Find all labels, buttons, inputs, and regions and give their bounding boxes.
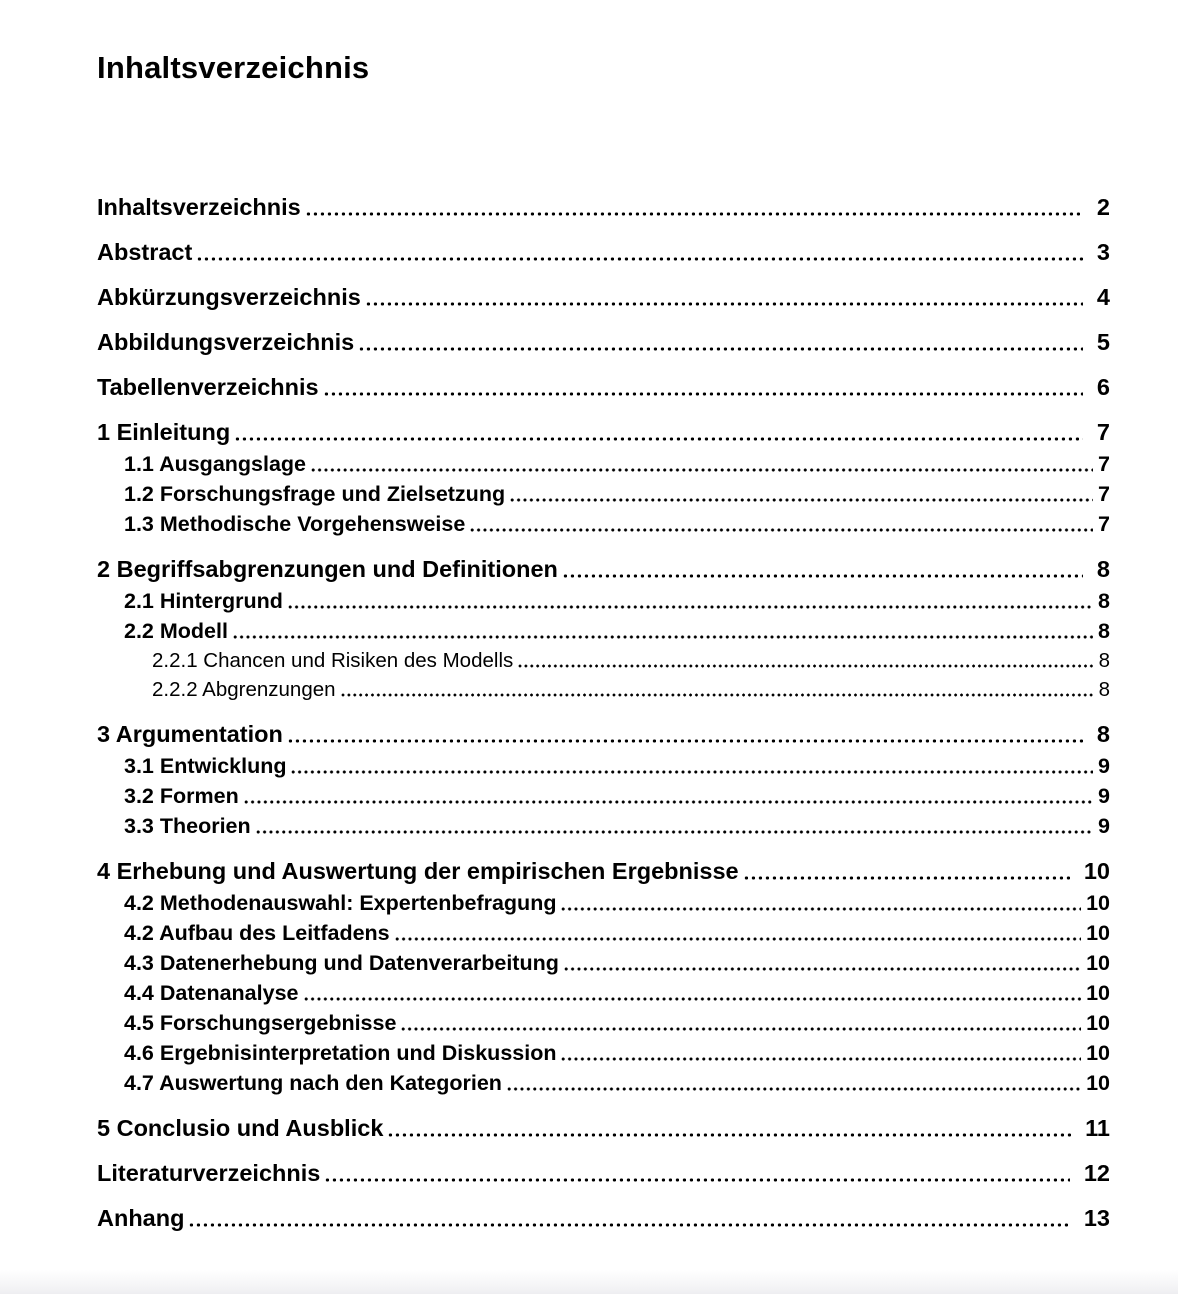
toc-entry-label: 4.6 Ergebnisinterpretation und Diskussion xyxy=(124,1040,557,1065)
toc-entry-label: Abbildungsverzeichnis xyxy=(97,328,355,355)
toc-entry-page: 10 xyxy=(1086,950,1110,975)
toc-entry-page: 5 xyxy=(1096,328,1110,355)
dot-leader xyxy=(285,720,1093,749)
toc-entry[interactable] xyxy=(97,888,1110,918)
toc-entry-label: Inhaltsverzeichnis xyxy=(97,193,301,220)
toc-entry-label: Tabellenverzeichnis xyxy=(97,373,319,400)
dot-leader xyxy=(504,1068,1084,1098)
toc-entry[interactable] xyxy=(97,193,1110,222)
toc-entry-label: 2.1 Hintergrund xyxy=(124,588,283,613)
toc-entry-page: 8 xyxy=(1096,720,1110,747)
toc-entry-label: Abkürzungsverzeichnis xyxy=(97,283,361,310)
toc-entry-label: 2.2 Modell xyxy=(124,618,228,643)
toc-entry[interactable] xyxy=(97,555,1110,584)
toc-entry-page: 10 xyxy=(1086,980,1110,1005)
dot-leader xyxy=(285,586,1096,616)
table-of-contents xyxy=(97,193,1110,1233)
toc-entry[interactable] xyxy=(97,811,1110,841)
toc-entry-label: 1.3 Methodische Vorgehensweise xyxy=(124,511,466,536)
toc-entry[interactable] xyxy=(97,978,1110,1008)
toc-entry[interactable] xyxy=(97,418,1110,447)
toc-entry-page: 6 xyxy=(1096,373,1110,400)
dot-leader xyxy=(507,479,1096,509)
toc-entry-page: 7 xyxy=(1096,418,1110,445)
toc-entry-page: 9 xyxy=(1098,783,1110,808)
toc-entry-page: 10 xyxy=(1083,857,1110,884)
dot-leader xyxy=(558,888,1084,918)
toc-entry-page: 10 xyxy=(1086,920,1110,945)
dot-leader xyxy=(303,193,1093,222)
toc-entry-label: 1.1 Ausgangslage xyxy=(124,451,307,476)
page-bottom-edge xyxy=(0,1270,1178,1294)
toc-entry-label: 4.3 Datenerhebung und Datenverarbeitung xyxy=(124,950,559,975)
toc-entry-page: 11 xyxy=(1085,1114,1110,1141)
dot-leader xyxy=(398,1008,1084,1038)
dot-leader xyxy=(338,675,1097,704)
toc-entry-page: 10 xyxy=(1086,1040,1110,1065)
toc-entry[interactable] xyxy=(97,1038,1110,1068)
toc-entry-page: 9 xyxy=(1098,813,1110,838)
toc-entry[interactable] xyxy=(97,675,1110,704)
toc-entry-page: 8 xyxy=(1098,648,1110,672)
dot-leader xyxy=(741,857,1080,886)
toc-entry[interactable] xyxy=(97,751,1110,781)
toc-entry-page: 7 xyxy=(1098,451,1110,476)
toc-entry[interactable] xyxy=(97,509,1110,539)
dot-leader xyxy=(308,449,1096,479)
toc-entry-label: Anhang xyxy=(97,1204,185,1231)
dot-leader xyxy=(363,283,1093,312)
toc-entry-page: 4 xyxy=(1096,283,1110,310)
toc-entry-page: 12 xyxy=(1083,1159,1110,1186)
dot-leader xyxy=(288,751,1096,781)
toc-entry[interactable] xyxy=(97,781,1110,811)
toc-entry-page: 10 xyxy=(1086,1070,1110,1095)
dot-leader xyxy=(356,328,1093,357)
dot-leader xyxy=(515,646,1096,675)
toc-entry[interactable] xyxy=(97,1114,1110,1143)
toc-entry-page: 8 xyxy=(1098,618,1110,643)
toc-entry[interactable] xyxy=(97,328,1110,357)
toc-entry-label: 5 Conclusio und Ausblick xyxy=(97,1114,384,1141)
toc-entry-page: 3 xyxy=(1096,238,1110,265)
dot-leader xyxy=(558,1038,1084,1068)
dot-leader xyxy=(560,555,1093,584)
dot-leader xyxy=(385,1114,1081,1143)
dot-leader xyxy=(561,948,1084,978)
toc-entry[interactable] xyxy=(97,479,1110,509)
dot-leader xyxy=(322,1159,1080,1188)
toc-entry[interactable] xyxy=(97,1008,1110,1038)
toc-entry-label: 1.2 Forschungsfrage und Zielsetzung xyxy=(124,481,506,506)
toc-entry[interactable] xyxy=(97,616,1110,646)
toc-entry[interactable] xyxy=(97,646,1110,675)
toc-entry[interactable] xyxy=(97,720,1110,749)
dot-leader xyxy=(230,616,1096,646)
toc-entry[interactable] xyxy=(97,1159,1110,1188)
toc-entry[interactable] xyxy=(97,857,1110,886)
toc-entry[interactable] xyxy=(97,1068,1110,1098)
dot-leader xyxy=(232,418,1093,447)
dot-leader xyxy=(467,509,1096,539)
toc-entry-label: 3.2 Formen xyxy=(124,783,239,808)
toc-entry[interactable] xyxy=(97,918,1110,948)
dot-leader xyxy=(392,918,1084,948)
toc-entry-page: 8 xyxy=(1096,555,1110,582)
toc-entry[interactable] xyxy=(97,373,1110,402)
toc-entry-label: 2 Begriffsabgrenzungen und Definitionen xyxy=(97,555,558,582)
toc-entry-label: 1 Einleitung xyxy=(97,418,231,445)
toc-entry-label: 4.2 Aufbau des Leitfadens xyxy=(124,920,390,945)
toc-entry-label: 2.2.2 Abgrenzungen xyxy=(152,677,336,701)
toc-entry-label: 3.1 Entwicklung xyxy=(124,753,287,778)
toc-entry-page: 8 xyxy=(1098,677,1110,701)
dot-leader xyxy=(194,238,1093,267)
toc-entry-label: 2.2.1 Chancen und Risiken des Modells xyxy=(152,648,514,672)
toc-entry-label: 4.5 Forschungsergebnisse xyxy=(124,1010,397,1035)
toc-entry-label: 4 Erhebung und Auswertung der empirischen Ergebnisse xyxy=(97,857,739,884)
toc-entry[interactable] xyxy=(97,948,1110,978)
toc-entry-label: 3 Argumentation xyxy=(97,720,283,747)
dot-leader xyxy=(301,978,1085,1008)
toc-entry-page: 10 xyxy=(1086,890,1110,915)
toc-entry-page: 9 xyxy=(1098,753,1110,778)
dot-leader xyxy=(241,781,1096,811)
toc-entry-label: Literaturverzeichnis xyxy=(97,1159,321,1186)
toc-entry-page: 10 xyxy=(1086,1010,1110,1035)
toc-entry[interactable] xyxy=(97,238,1110,267)
toc-entry[interactable] xyxy=(97,586,1110,616)
toc-entry-label: 4.4 Datenanalyse xyxy=(124,980,299,1005)
page-title: Inhaltsverzeichnis xyxy=(97,50,370,85)
toc-entry-label: 3.3 Theorien xyxy=(124,813,251,838)
toc-entry-label: 4.2 Methodenauswahl: Expertenbefragung xyxy=(124,890,557,915)
toc-entry-page: 8 xyxy=(1098,588,1110,613)
dot-leader xyxy=(186,1204,1079,1233)
toc-entry-page: 7 xyxy=(1098,481,1110,506)
toc-entry[interactable] xyxy=(97,449,1110,479)
toc-entry-label: Abstract xyxy=(97,238,193,265)
toc-entry-label: 4.7 Auswertung nach den Kategorien xyxy=(124,1070,502,1095)
toc-entry-page: 7 xyxy=(1098,511,1110,536)
toc-entry[interactable] xyxy=(97,283,1110,312)
toc-entry-page: 2 xyxy=(1096,193,1110,220)
dot-leader xyxy=(321,373,1093,402)
toc-entry-page: 13 xyxy=(1083,1204,1110,1231)
toc-entry[interactable] xyxy=(97,1204,1110,1233)
dot-leader xyxy=(253,811,1096,841)
